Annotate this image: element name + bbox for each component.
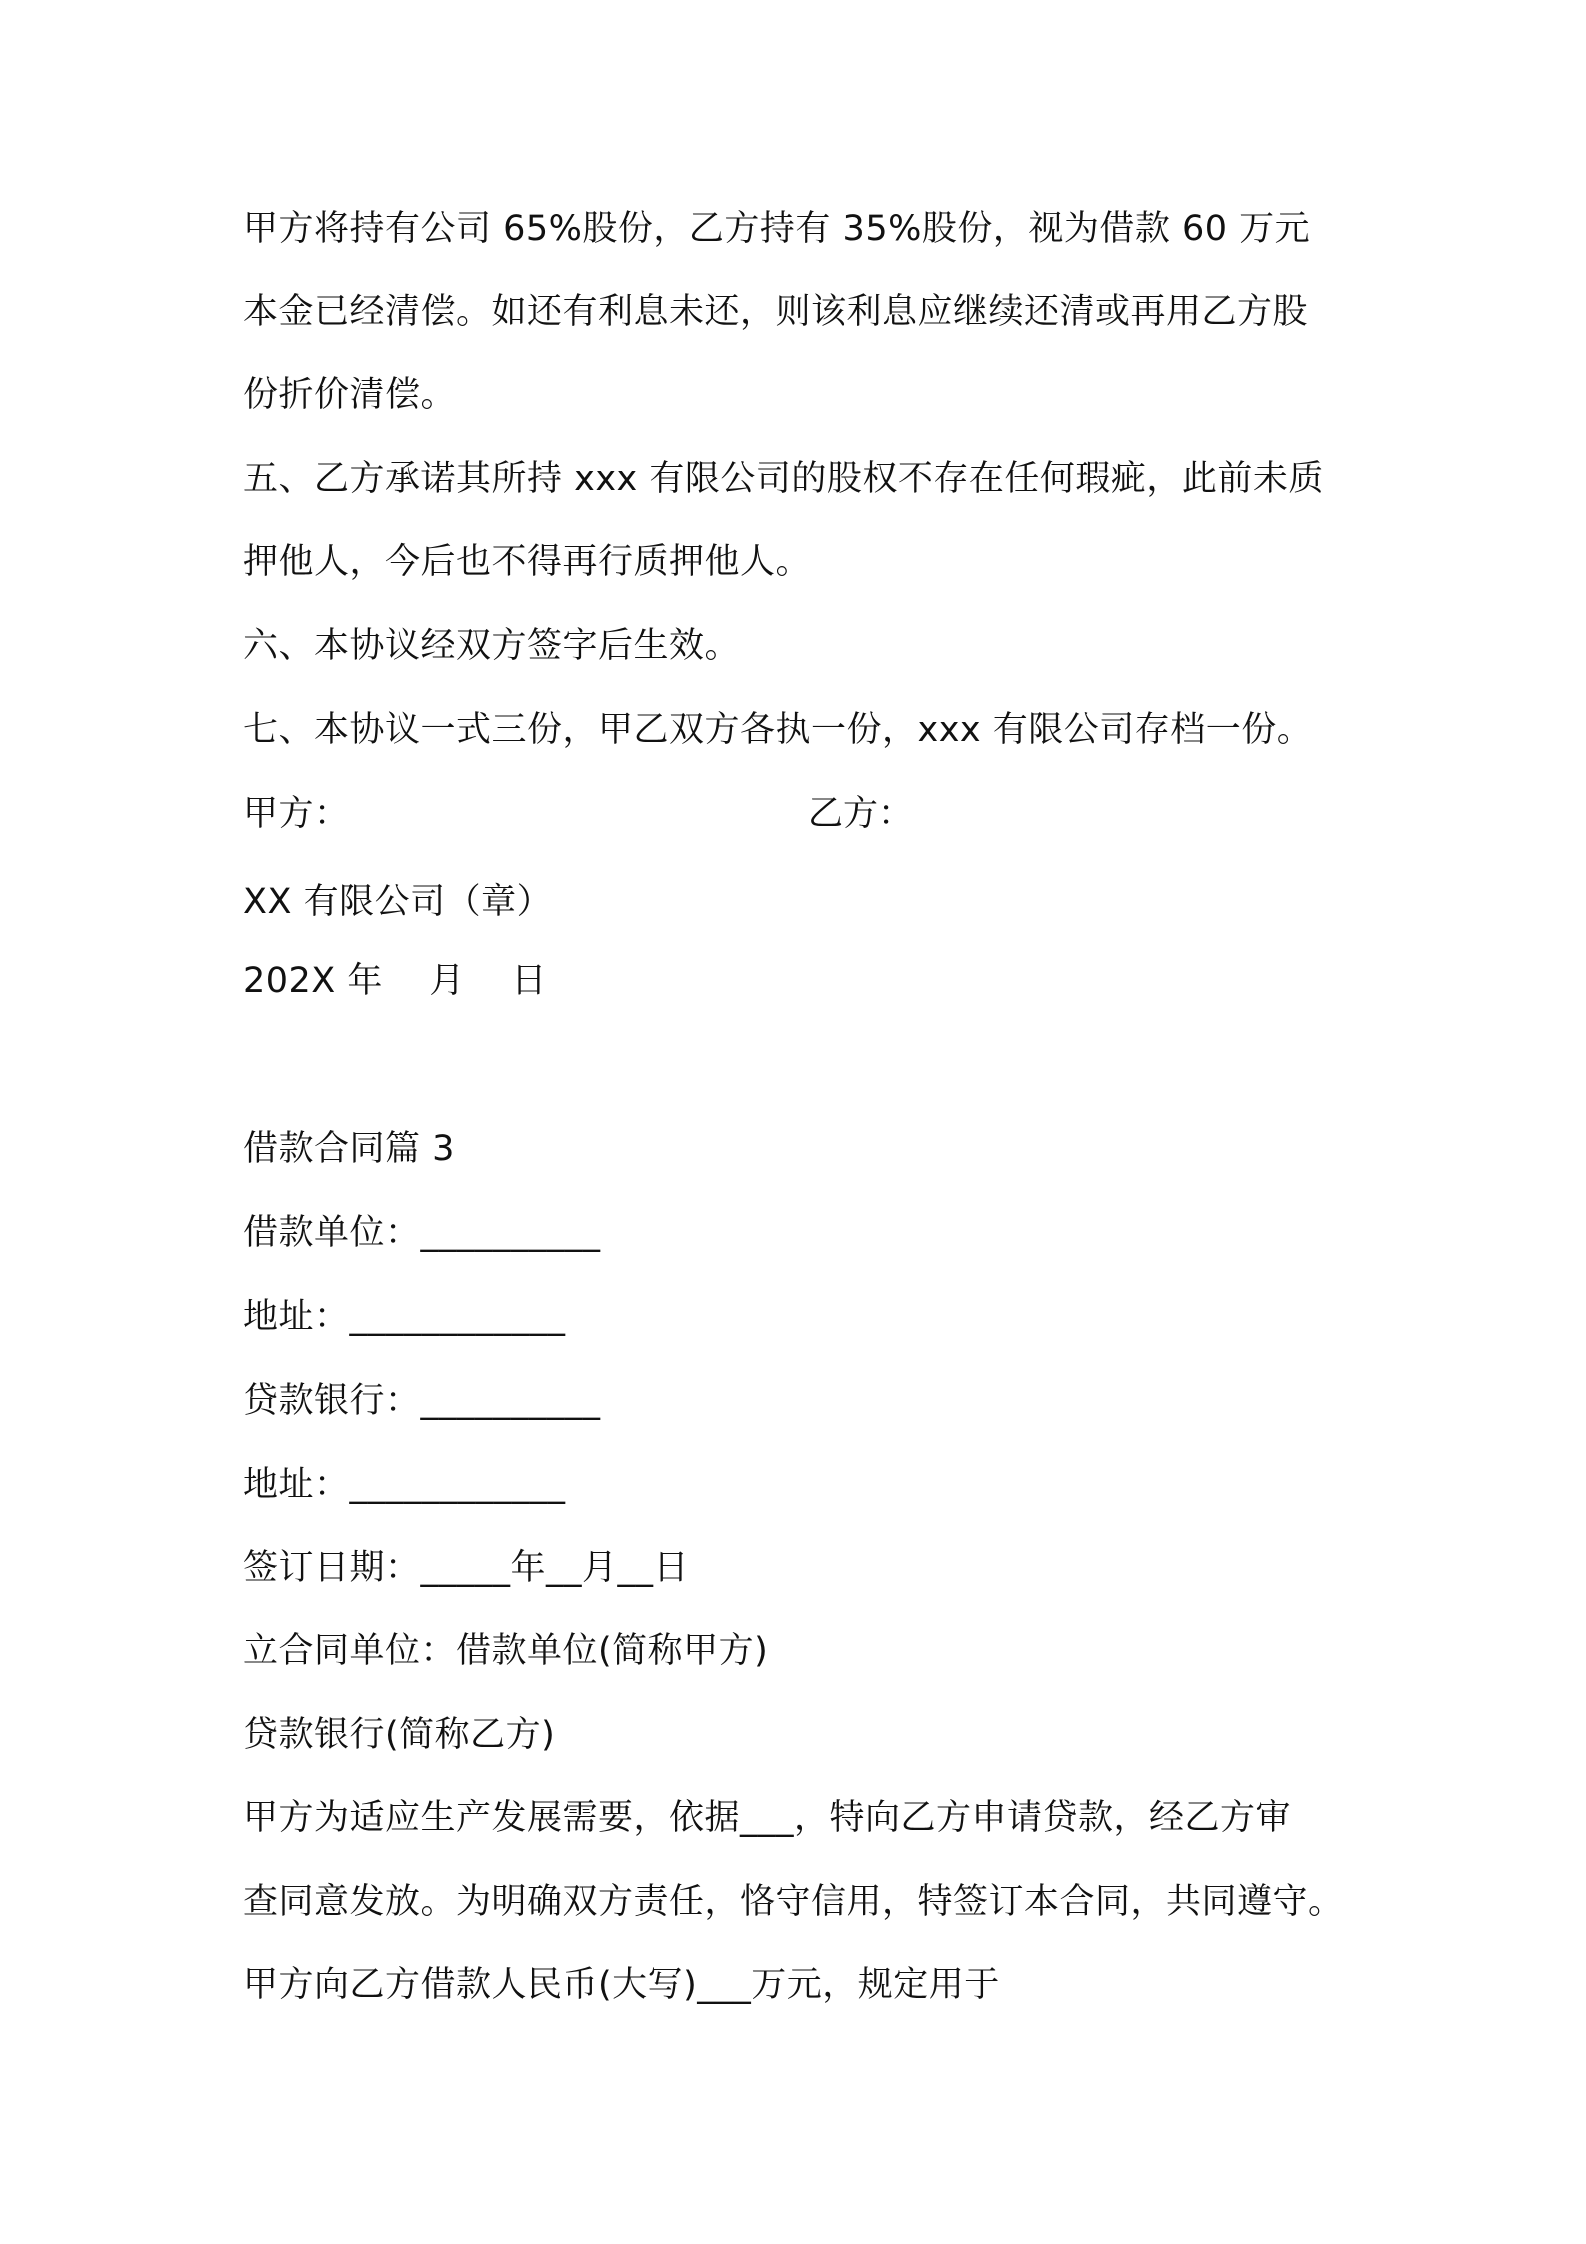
para-shares-line-1: 甲方将持有公司 65%股份，乙方持有 35%股份，视为借款 60 万元 bbox=[243, 209, 1311, 249]
borrower-address-field: 地址：____________ bbox=[243, 1297, 566, 1337]
clause-5-line-2: 押他人，今后也不得再行质押他人。 bbox=[243, 542, 812, 582]
signature-company: XX 有限公司（章） bbox=[243, 882, 553, 922]
clause-7: 七、本协议一式三份，甲乙双方各执一份，xxx 有限公司存档一份。 bbox=[243, 710, 1313, 750]
clause-5-line-1: 五、乙方承诺其所持 xxx 有限公司的股权不存在任何瑕疵，此前未质 bbox=[243, 459, 1324, 499]
intro-line-1: 甲方为适应生产发展需要，依据___，特向乙方申请贷款，经乙方审 bbox=[243, 1798, 1292, 1838]
clause-6: 六、本协议经双方签字后生效。 bbox=[243, 626, 741, 666]
intro-line-2: 查同意发放。为明确双方责任，恪守信用，特签订本合同，共同遵守。 bbox=[243, 1882, 1344, 1922]
signature-party-a: 甲方： bbox=[243, 794, 350, 834]
section-3-title: 借款合同篇 3 bbox=[243, 1129, 455, 1169]
signature-date: 202X 年 月 日 bbox=[243, 961, 547, 1001]
bank-field: 贷款银行：__________ bbox=[243, 1381, 601, 1421]
para-shares-line-3: 份折价清偿。 bbox=[243, 375, 457, 415]
loan-amount-line: 甲方向乙方借款人民币(大写)___万元，规定用于 bbox=[243, 1965, 1000, 2005]
borrower-field: 借款单位：__________ bbox=[243, 1213, 601, 1253]
signature-party-b: 乙方： bbox=[808, 794, 914, 834]
para-shares-line-2: 本金已经清偿。如还有利息未还，则该利息应继续还清或再用乙方股 bbox=[243, 292, 1309, 332]
bank-address-field: 地址：____________ bbox=[243, 1465, 566, 1505]
contract-parties-a: 立合同单位：借款单位(简称甲方) bbox=[243, 1631, 769, 1671]
sign-date-field: 签订日期：_____年__月__日 bbox=[243, 1548, 690, 1588]
contract-parties-b: 贷款银行(简称乙方) bbox=[243, 1715, 556, 1755]
